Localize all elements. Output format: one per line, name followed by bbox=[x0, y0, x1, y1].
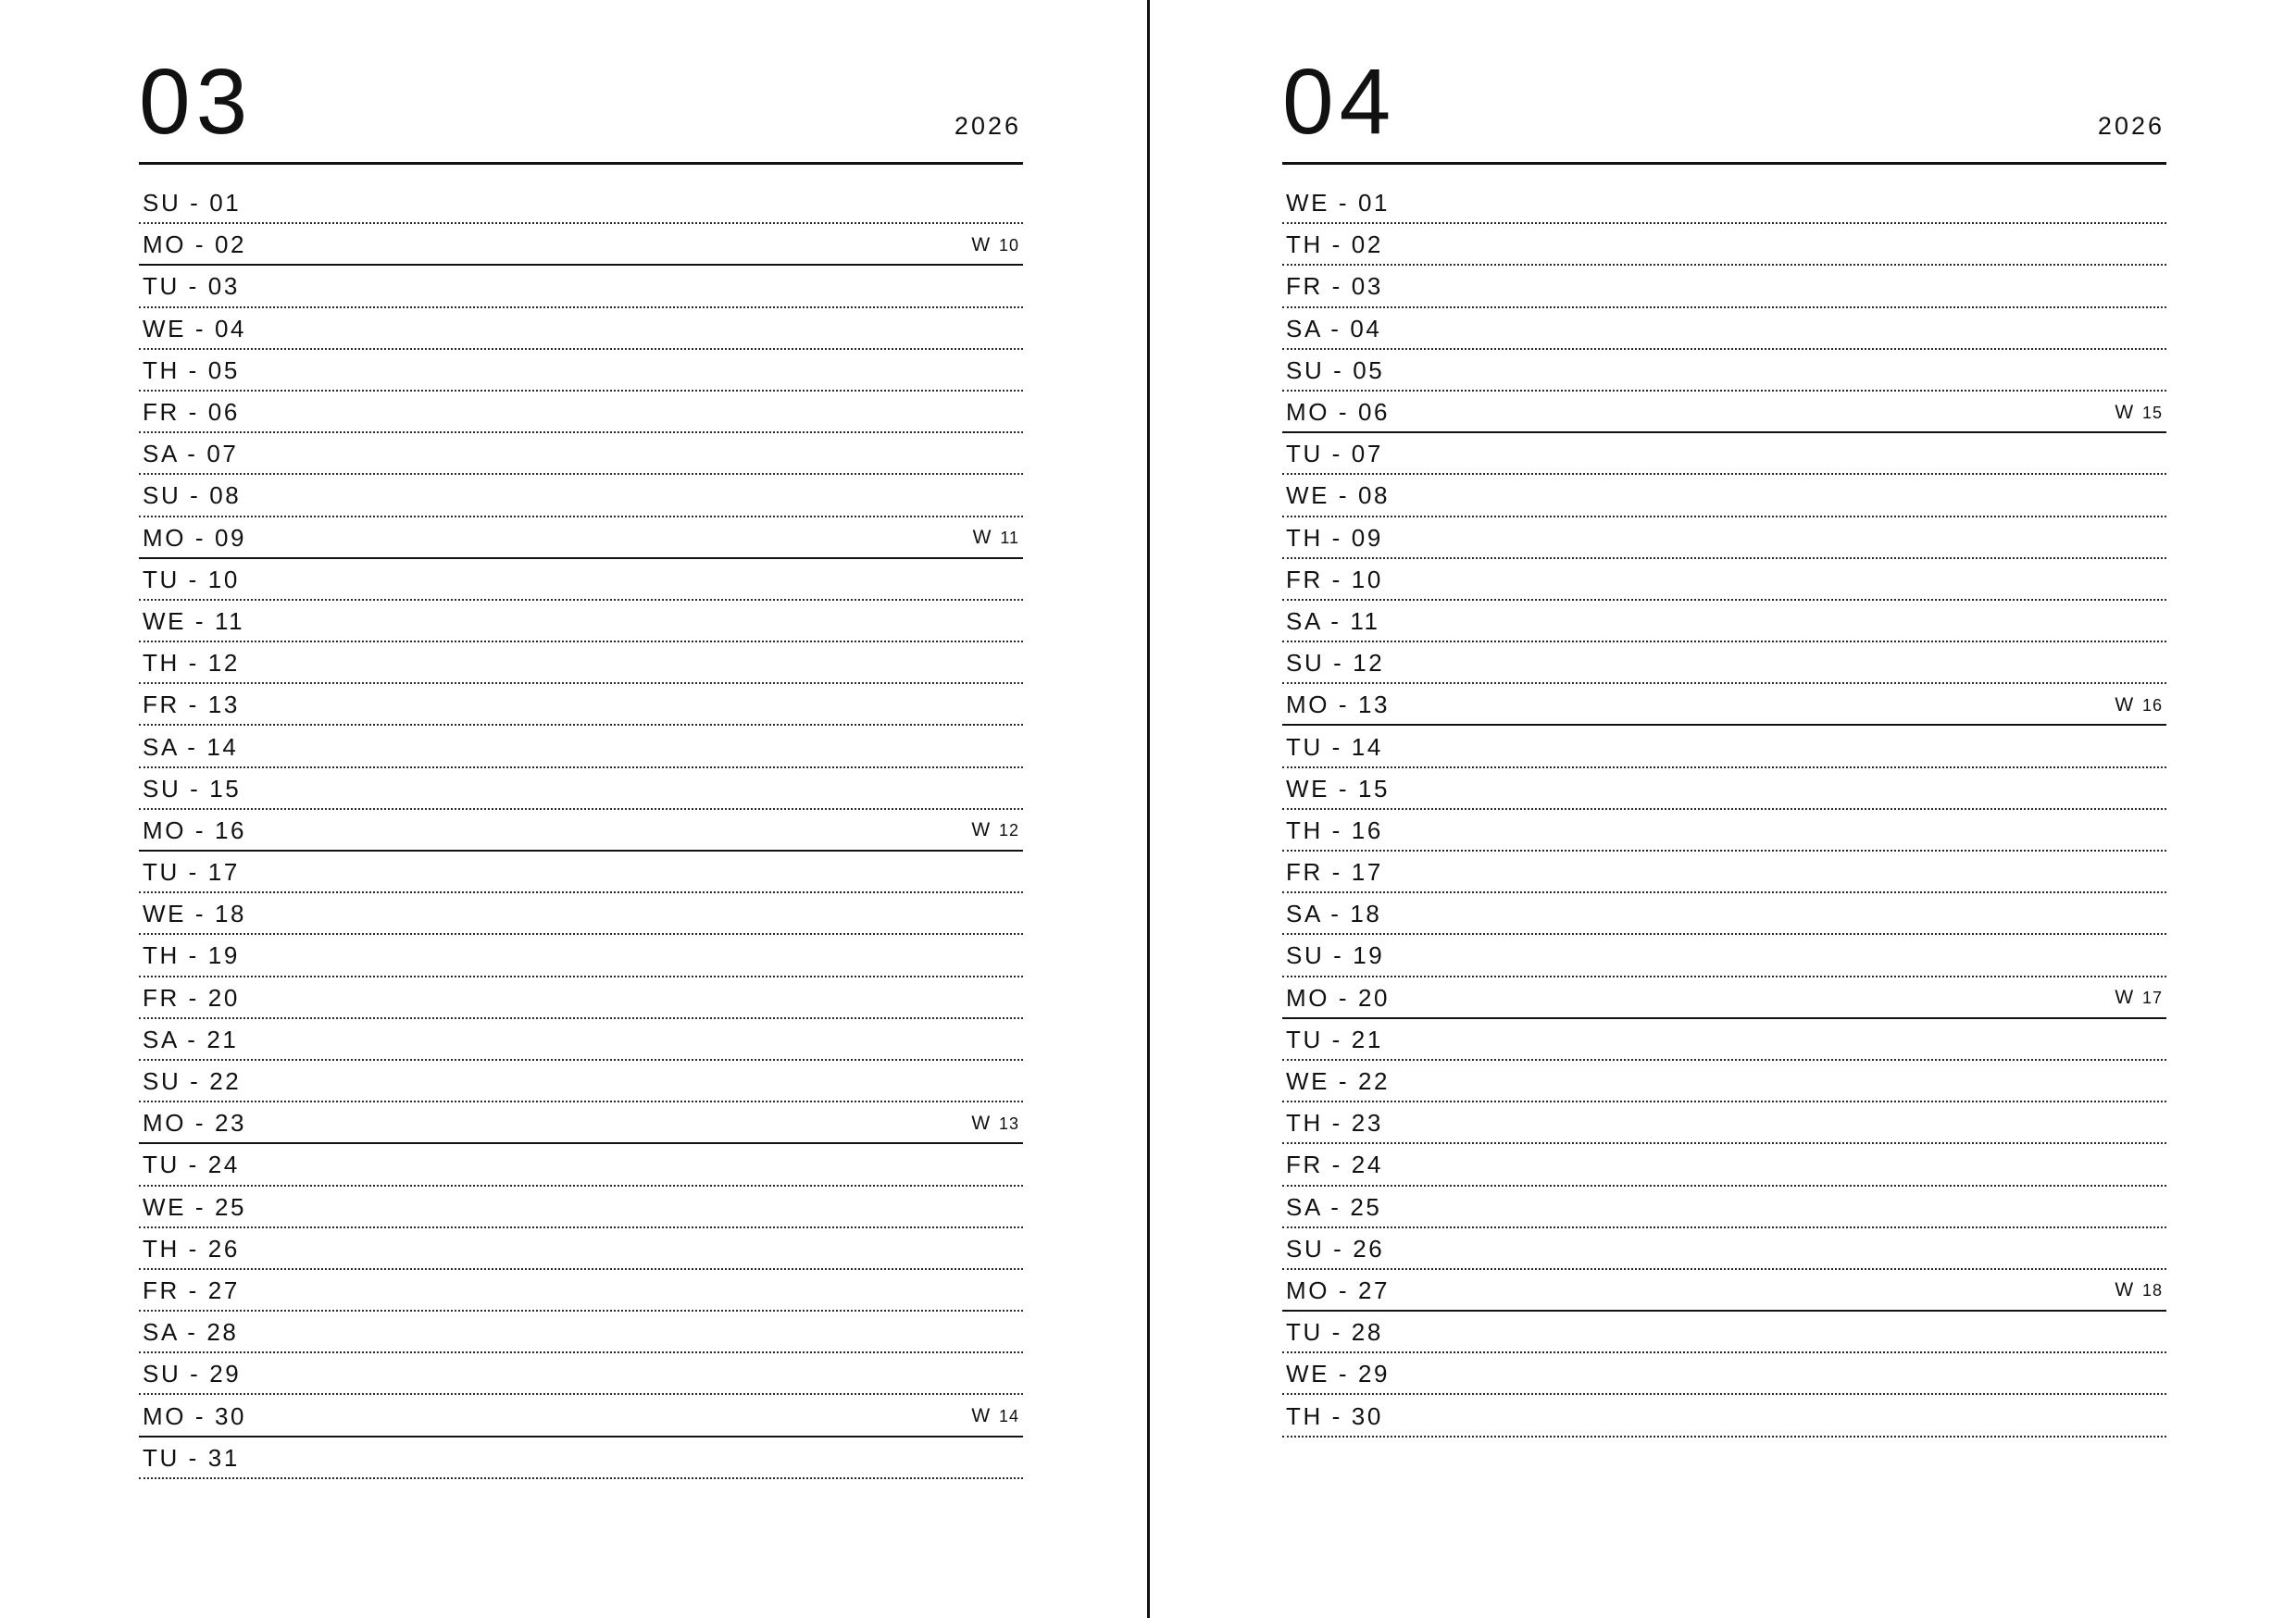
day-label: FR - 20 bbox=[143, 983, 240, 1012]
day-row[interactable] bbox=[139, 1102, 1023, 1144]
day-label: TH - 19 bbox=[143, 941, 240, 970]
week-number-label: W 15 bbox=[2115, 401, 2163, 423]
day-label: WE - 15 bbox=[1286, 774, 1391, 803]
day-row[interactable] bbox=[139, 852, 1023, 893]
day-row[interactable] bbox=[139, 601, 1023, 642]
day-label: WE - 18 bbox=[143, 900, 247, 928]
year-label-right: 2026 bbox=[2097, 112, 2165, 140]
day-label: SU - 26 bbox=[1286, 1234, 1385, 1263]
day-label: SA - 11 bbox=[1286, 606, 1380, 635]
day-row[interactable] bbox=[1282, 1395, 2166, 1437]
day-label: MO - 23 bbox=[143, 1109, 247, 1138]
day-row[interactable] bbox=[139, 977, 1023, 1019]
day-row[interactable] bbox=[139, 1438, 1023, 1479]
day-row[interactable] bbox=[1282, 559, 2166, 601]
day-row[interactable] bbox=[139, 433, 1023, 475]
day-row-rule bbox=[1282, 1436, 2166, 1438]
day-label: TH - 02 bbox=[1286, 230, 1383, 259]
day-row[interactable] bbox=[139, 893, 1023, 935]
day-row[interactable] bbox=[139, 1228, 1023, 1270]
day-row[interactable] bbox=[139, 350, 1023, 392]
day-row[interactable] bbox=[1282, 433, 2166, 475]
day-row[interactable] bbox=[1282, 1102, 2166, 1144]
day-label: TH - 23 bbox=[1286, 1109, 1383, 1138]
day-row-rule bbox=[139, 1477, 1023, 1479]
day-row[interactable] bbox=[139, 517, 1023, 559]
day-label: TH - 09 bbox=[1286, 523, 1383, 552]
day-row[interactable] bbox=[1282, 601, 2166, 642]
day-row[interactable] bbox=[1282, 350, 2166, 392]
day-label: MO - 13 bbox=[1286, 691, 1391, 719]
day-label: TU - 07 bbox=[1286, 440, 1383, 468]
day-label: SU - 01 bbox=[143, 189, 242, 218]
week-number-label: W 11 bbox=[972, 527, 1019, 549]
day-label: SA - 07 bbox=[143, 440, 239, 468]
day-label: MO - 30 bbox=[143, 1401, 247, 1430]
week-number-label: W 14 bbox=[971, 1405, 1019, 1427]
day-row[interactable] bbox=[1282, 182, 2166, 224]
day-label: FR - 10 bbox=[1286, 565, 1383, 593]
day-row[interactable] bbox=[1282, 893, 2166, 935]
day-row[interactable] bbox=[1282, 1270, 2166, 1312]
day-row[interactable] bbox=[139, 308, 1023, 350]
day-row[interactable] bbox=[139, 935, 1023, 977]
day-label: WE - 08 bbox=[1286, 481, 1391, 510]
day-label: WE - 25 bbox=[143, 1192, 247, 1221]
day-row[interactable] bbox=[139, 266, 1023, 307]
month-number-right: 04 bbox=[1282, 50, 1397, 154]
day-label: TH - 16 bbox=[1286, 815, 1383, 844]
page-header-left bbox=[139, 50, 1023, 165]
day-label: TU - 14 bbox=[1286, 732, 1383, 761]
week-number-label: W 16 bbox=[2115, 693, 2163, 716]
day-row[interactable] bbox=[139, 224, 1023, 266]
day-label: FR - 17 bbox=[1286, 858, 1383, 887]
day-label: SA - 18 bbox=[1286, 900, 1382, 928]
day-label: TH - 12 bbox=[143, 649, 240, 678]
week-number-label: W 13 bbox=[971, 1112, 1019, 1134]
day-row[interactable] bbox=[139, 726, 1023, 767]
day-label: FR - 27 bbox=[143, 1276, 240, 1304]
day-row[interactable] bbox=[139, 559, 1023, 601]
day-label: WE - 22 bbox=[1286, 1067, 1391, 1096]
day-list-left bbox=[139, 182, 1023, 1479]
day-row[interactable] bbox=[1282, 852, 2166, 893]
day-row[interactable] bbox=[1282, 1312, 2166, 1353]
day-label: SU - 15 bbox=[143, 774, 242, 803]
day-row[interactable] bbox=[1282, 308, 2166, 350]
day-row[interactable] bbox=[1282, 392, 2166, 433]
day-row[interactable] bbox=[139, 1395, 1023, 1437]
day-label: SU - 22 bbox=[143, 1067, 242, 1096]
page-right bbox=[1148, 0, 2296, 1618]
day-row[interactable] bbox=[139, 1312, 1023, 1353]
day-label: TU - 03 bbox=[143, 272, 240, 301]
day-row[interactable] bbox=[1282, 810, 2166, 852]
day-row[interactable] bbox=[139, 1019, 1023, 1061]
day-row[interactable] bbox=[1282, 1353, 2166, 1395]
day-label: SU - 29 bbox=[143, 1360, 242, 1388]
day-row[interactable] bbox=[139, 1144, 1023, 1186]
day-row[interactable] bbox=[1282, 266, 2166, 307]
day-row[interactable] bbox=[139, 810, 1023, 852]
day-label: TH - 30 bbox=[1286, 1401, 1383, 1430]
header-divider-left bbox=[139, 162, 1023, 165]
day-label: SU - 08 bbox=[143, 481, 242, 510]
day-label: FR - 24 bbox=[1286, 1151, 1383, 1179]
day-row[interactable] bbox=[139, 182, 1023, 224]
day-row[interactable] bbox=[1282, 1228, 2166, 1270]
header-divider-right bbox=[1282, 162, 2166, 165]
day-label: SA - 28 bbox=[143, 1318, 239, 1347]
day-row[interactable] bbox=[1282, 935, 2166, 977]
day-row[interactable] bbox=[1282, 224, 2166, 266]
day-label: FR - 06 bbox=[143, 398, 240, 427]
day-row[interactable] bbox=[1282, 684, 2166, 726]
day-label: FR - 03 bbox=[1286, 272, 1383, 301]
day-label: SA - 25 bbox=[1286, 1192, 1382, 1221]
day-label: MO - 27 bbox=[1286, 1276, 1391, 1304]
day-label: WE - 01 bbox=[1286, 189, 1391, 218]
day-row[interactable] bbox=[139, 1353, 1023, 1395]
day-label: TU - 17 bbox=[143, 858, 240, 887]
day-label: MO - 02 bbox=[143, 230, 247, 259]
week-number-label: W 18 bbox=[2115, 1279, 2163, 1301]
week-number-label: W 17 bbox=[2115, 987, 2163, 1009]
day-label: TU - 24 bbox=[143, 1151, 240, 1179]
day-label: MO - 09 bbox=[143, 523, 247, 552]
day-row[interactable] bbox=[139, 684, 1023, 726]
day-label: SU - 12 bbox=[1286, 649, 1385, 678]
day-label: FR - 13 bbox=[143, 691, 240, 719]
day-row[interactable] bbox=[1282, 768, 2166, 810]
day-row[interactable] bbox=[139, 392, 1023, 433]
day-label: TU - 10 bbox=[143, 565, 240, 593]
day-row[interactable] bbox=[1282, 1019, 2166, 1061]
day-row[interactable] bbox=[1282, 1061, 2166, 1102]
day-row[interactable] bbox=[139, 1270, 1023, 1312]
day-row[interactable] bbox=[139, 642, 1023, 684]
day-label: TU - 21 bbox=[1286, 1025, 1383, 1053]
day-list-right bbox=[1282, 182, 2166, 1438]
day-row[interactable] bbox=[1282, 977, 2166, 1019]
day-label: SA - 14 bbox=[143, 732, 239, 761]
day-label: TU - 31 bbox=[143, 1443, 240, 1472]
day-row[interactable] bbox=[1282, 1187, 2166, 1228]
day-label: SU - 19 bbox=[1286, 941, 1385, 970]
day-row[interactable] bbox=[1282, 726, 2166, 767]
month-number-left: 03 bbox=[139, 50, 254, 154]
day-label: SA - 04 bbox=[1286, 314, 1382, 342]
day-row[interactable] bbox=[139, 475, 1023, 517]
day-label: MO - 06 bbox=[1286, 398, 1391, 427]
day-label: MO - 16 bbox=[143, 815, 247, 844]
week-number-label: W 12 bbox=[971, 819, 1019, 841]
day-row[interactable] bbox=[1282, 1144, 2166, 1186]
day-row[interactable] bbox=[139, 1187, 1023, 1228]
day-label: WE - 04 bbox=[143, 314, 247, 342]
page-header-right bbox=[1282, 50, 2166, 165]
day-row[interactable] bbox=[1282, 475, 2166, 517]
day-label: TU - 28 bbox=[1286, 1318, 1383, 1347]
day-row[interactable] bbox=[1282, 642, 2166, 684]
day-label: SU - 05 bbox=[1286, 355, 1385, 384]
year-label-left: 2026 bbox=[954, 112, 1021, 140]
day-row[interactable] bbox=[1282, 517, 2166, 559]
day-row[interactable] bbox=[139, 1061, 1023, 1102]
day-label: MO - 20 bbox=[1286, 983, 1391, 1012]
day-row[interactable] bbox=[139, 768, 1023, 810]
day-label: WE - 11 bbox=[143, 606, 245, 635]
day-label: WE - 29 bbox=[1286, 1360, 1391, 1388]
week-number-label: W 10 bbox=[971, 233, 1019, 255]
day-label: TH - 26 bbox=[143, 1234, 240, 1263]
day-label: TH - 05 bbox=[143, 355, 240, 384]
day-label: SA - 21 bbox=[143, 1025, 239, 1053]
